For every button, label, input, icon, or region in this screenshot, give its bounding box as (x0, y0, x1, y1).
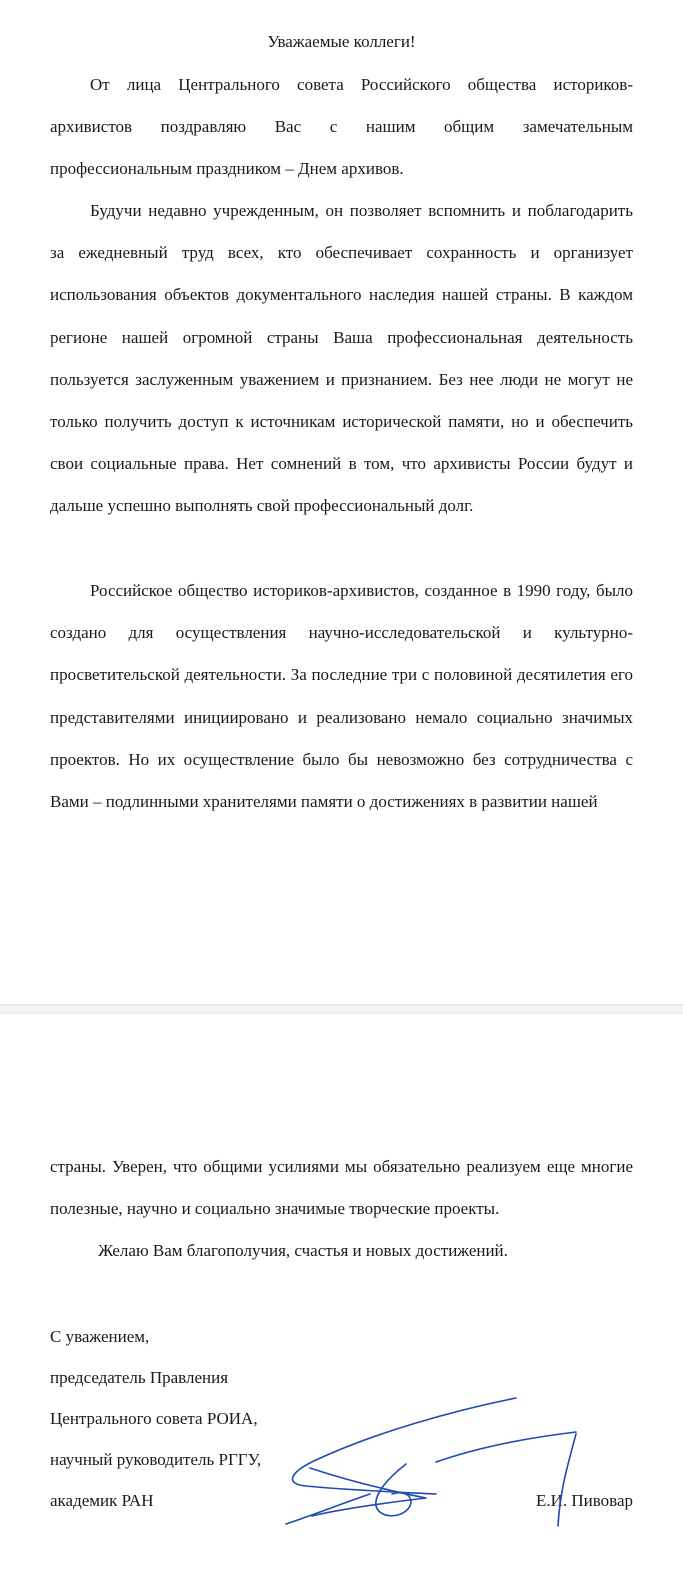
paragraph-wishes: Желаю Вам благополучия, счастья и новых достижений. (98, 1241, 508, 1260)
paragraph-society: Российское общество историков-архивистов, созданное в 1990 году, было создано для осуществления научно-исследовательской и культурно-просветительской деятельности. За последние три с половиной десятилетия его представителями инициировано и реализовано немало социально значимых проектов. Но их осуществление было бы невозможно без сотрудничества с Вами – подлинными хранителями памяти о достижениях в развитии нашей (50, 581, 633, 812)
paragraph-gratitude: Будучи недавно учрежденным, он позволяет вспомнить и поблагодарить за ежедневный труд всех, кто обеспечивает сохранность и организует использования объектов документального наследия нашей страны. В каждом регионе нашей огромной страны Ваша профессиональная деятельность пользуется заслуженным уважением и признанием. Без нее люди не могут не только получить доступ к источникам исторической памяти, но и обеспечить свои социальные права. Нет сомнений в том, что архивисты России будут и дальше успешно выполнять свой профессиональный долг. (50, 201, 633, 516)
signer-title-line-4: академик РАН (50, 1491, 154, 1510)
paragraph-continuation: страны. Уверен, что общими усилиями мы обязательно реализуем еще многие полезные, научно и социально значимые творческие проекты. (50, 1157, 633, 1219)
closing-salutation: С уважением, (50, 1327, 150, 1346)
greeting-heading: Уважаемые коллеги! (267, 32, 416, 51)
page-break (0, 1004, 683, 1014)
signer-title-line-1: председатель Правления (50, 1368, 229, 1387)
signer-name: Е.И. Пивовар (535, 1491, 633, 1510)
handwritten-signature (276, 1394, 594, 1530)
signer-title-line-3: научный руководитель РГГУ, (50, 1450, 262, 1469)
paragraph-congratulations: От лица Центрального совета Российского общества историков-архивистов поздравляю Вас с нашим общим замечательным профессиональным праздником – Днем архивов. (50, 75, 633, 179)
signer-title-line-2: Центрального совета РОИА, (50, 1409, 258, 1428)
